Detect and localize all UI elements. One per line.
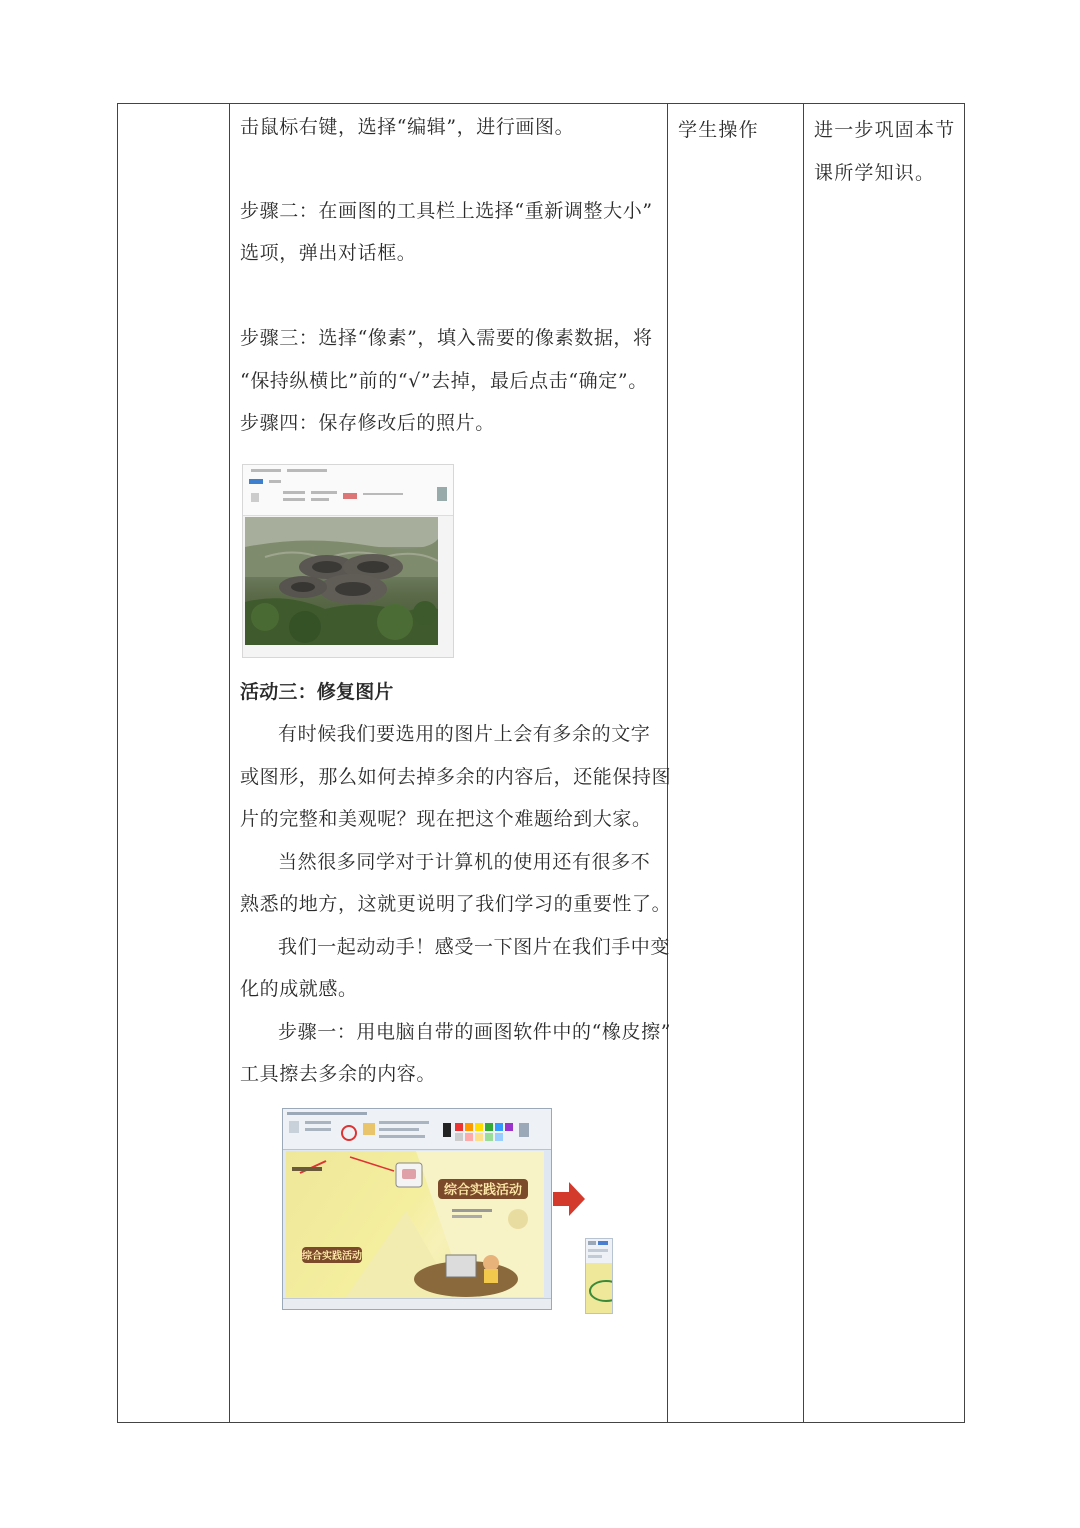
content-line: 选项，弹出对话框。 xyxy=(240,242,417,264)
paint-ribbon xyxy=(243,465,453,516)
lesson-plan-table xyxy=(117,103,965,1423)
banner-text-small: 综合实践活动 xyxy=(302,1251,362,1262)
student-activity-cell xyxy=(668,104,804,1423)
content-line: 步骤二：在画图的工具栏上选择“重新调整大小” xyxy=(240,200,653,222)
design-intent-line: 课所学知识。 xyxy=(814,162,936,184)
paint-resize-screenshot xyxy=(242,464,454,658)
paint-canvas xyxy=(286,1151,544,1297)
content-line: “保持纵横比”前的“√”去掉，最后点击“确定”。 xyxy=(240,370,648,392)
content-line: 步骤三：选择“像素”，填入需要的像素数据，将 xyxy=(240,327,653,349)
banner-text-large: 综合实践活动 xyxy=(443,1183,523,1198)
activity-line: 当然很多同学对于计算机的使用还有很多不 xyxy=(278,851,651,873)
design-intent-cell xyxy=(804,104,965,1423)
activity-line: 步骤一：用电脑自带的画图软件中的“橡皮擦” xyxy=(278,1021,672,1043)
paint-eraser-screenshot xyxy=(282,1108,552,1310)
activity-line: 片的完整和美观呢？现在把这个难题给到大家。 xyxy=(240,808,652,830)
content-line: 步骤四：保存修改后的照片。 xyxy=(240,412,495,434)
paint-result-thumbnail xyxy=(585,1238,613,1314)
paint-status-bar xyxy=(283,1298,551,1309)
stage-cell xyxy=(118,104,230,1423)
activity-line: 我们一起动动手！感受一下图片在我们手中变 xyxy=(278,936,671,958)
design-intent-line: 进一步巩固本节 xyxy=(814,119,956,141)
activity-line: 化的成就感。 xyxy=(240,978,358,1000)
content-line: 击鼠标右键，选择“编辑”，进行画图。 xyxy=(240,116,575,138)
arrow-right-icon xyxy=(553,1182,585,1216)
student-activity-text: 学生操作 xyxy=(678,119,759,141)
paint-toolbar xyxy=(283,1109,551,1150)
content-cell xyxy=(230,104,672,1423)
activity-line: 有时候我们要选用的图片上会有多余的文字 xyxy=(278,723,651,745)
activity-heading: 活动三：修复图片 xyxy=(240,681,394,703)
activity-line: 工具擦去多余的内容。 xyxy=(240,1063,437,1085)
activity-line: 熟悉的地方，这就更说明了我们学习的重要性了。 xyxy=(240,893,672,915)
tulou-photo xyxy=(245,517,438,645)
table-row xyxy=(118,104,965,1423)
activity-line: 或图形，那么如何去掉多余的内容后，还能保持图 xyxy=(240,766,672,788)
